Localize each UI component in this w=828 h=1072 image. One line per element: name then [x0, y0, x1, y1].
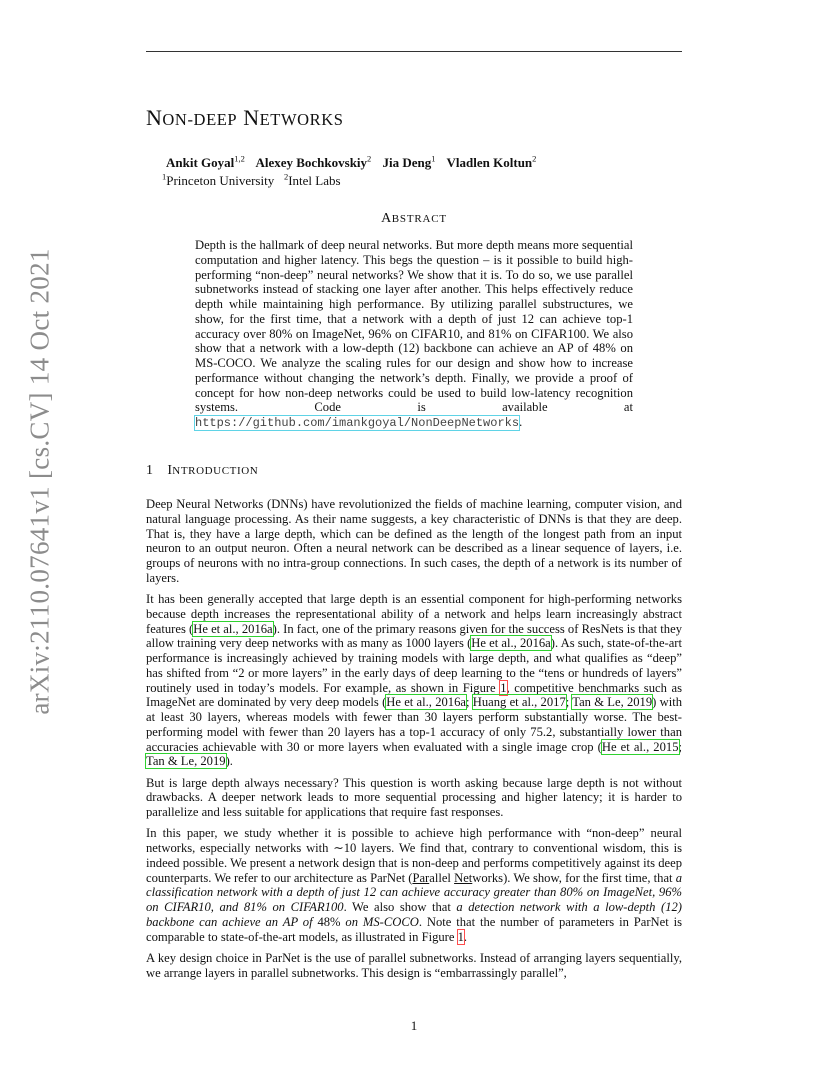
- citation-link[interactable]: Tan & Le, 2019: [572, 695, 653, 710]
- figure-link[interactable]: 1: [457, 929, 464, 944]
- author: Vladlen Koltun$^2$: [446, 154, 537, 171]
- author: Ankit Goyal$^{1,2}$: [166, 154, 245, 171]
- code-link[interactable]: https://github.com/imankgoyal/NonDeepNetworks: [195, 416, 520, 430]
- author: Jia Deng$^1$: [382, 154, 436, 171]
- citation-link[interactable]: He et al., 2015: [601, 739, 679, 754]
- section-heading-introduction: 1 INTRODUCTION: [146, 463, 259, 478]
- affiliations: [162, 172, 341, 189]
- top-rule: [146, 51, 682, 52]
- arxiv-identifier: arXiv:2110.07641v1 [cs.CV] 14 Oct 2021: [24, 248, 55, 715]
- citation-link[interactable]: Tan & Le, 2019: [146, 754, 226, 769]
- paragraph: In this paper, we study whether it is possible to achieve high performance with “non-deep” neural networks, especially networks with ∼10 layers. We find that, contrary to conventional wisdom, this is indeed possible. We present a network design that is non-deep and performs competitively against its deep counterparts. We refer to our architecture as ParNet (Parallel Networks). We show, for the first time, that a classification network with a depth of just 12 can achieve accuracy greater than 80% on ImageNet, 96% on CIFAR10, and 81% on CIFAR100. We also show that a detection network with a low-depth (12) backbone can achieve an AP of 48% on MS-COCO. Note that the number of parameters in ParNet is comparable to state-of-the-art models, as illustrated in Figure 1.: [146, 826, 683, 944]
- citation-link[interactable]: He et al., 2016a: [386, 695, 466, 710]
- paragraph: A key design choice in ParNet is the use of parallel subnetworks. Instead of arranging layers sequentially, we arrange layers in parallel subnetworks. This design is “embarrassingly parallel”,: [146, 950, 682, 980]
- affiliation: $^1$Princeton University: [162, 172, 275, 189]
- paragraph: Deep Neural Networks (DNNs) have revolutionized the fields of machine learning, computer vision, and natural language processing. As their name suggests, a key characteristic of DNNs is that they are deep. That is, they have a large depth, which can be defined as the length of the longest path from an input neuron to an output neuron. Often a neural network can be described as a linear sequence of layers, i.e. groups of neurons with no intra-group connections. In such cases, the depth of a network is its number of layers.: [146, 497, 682, 585]
- paragraph: But is large depth always necessary? This question is worth asking because large depth is not without drawbacks. A deeper network leads to more sequential processing and higher latency; it is harder to parallelize and less suitable for applications that require fast responses.: [146, 775, 682, 819]
- abstract-heading: ABSTRACT: [381, 211, 447, 226]
- paragraph: It has been generally accepted that large depth is an essential component for high-performing networks because depth increases the representational ability of a network and helps learn increasingly abstract features (He et al., 2016a). In fact, one of the primary reasons given for the success of ResNets is that they allow training very deep networks with as many as 1000 layers (He et al., 2016a). As such, state-of-the-art performance is increasingly achieved by training models with large depth, and what qualifies as “deep” has shifted from “2 or more layers” in the early days of deep learning to the “tens or hundreds of layers” routinely used in today’s models. For example, as shown in Figure 1, competitive benchmarks such as ImageNet are dominated by very deep models (He et al., 2016a; Huang et al., 2017; Tan & Le, 2019) with at least 30 layers, whereas models with fewer than 30 layers perform substantially worse. The best-performing model with fewer than 20 layers has a top-1 accuracy of only 75.2, substantially lower than accuracies achievable with 30 or more layers when evaluated with a single image crop (He et al., 2015; Tan & Le, 2019).: [146, 592, 683, 769]
- page-number: 1: [410, 1018, 418, 1033]
- citation-link[interactable]: He et al., 2016a: [193, 621, 273, 636]
- abstract-text: Depth is the hallmark of deep neural networks. But more depth means more sequential computation and higher latency. This begs the question – is it possible to build high-performing “non-deep” neural networks? We show that it is. To do so, we use parallel subnetworks instead of stacking one layer after another. This helps effectively reduce depth while maintaining high performance. By utilizing parallel substructures, we show, for the first time, that a network with a depth of just 12 can achieve top-1 accuracy over 80% on ImageNet, 96% on CIFAR10, and 81% on CIFAR100. We also show that a network with a low-depth (12) backbone can achieve an AP of 48% on MS-COCO. We analyze the scaling rules for our design and show how to increase performance without changing the network’s depth. Finally, we provide a proof of concept for how non-deep networks could be used to build low-latency recognition systems. Code is available at https://github.com/imankgoyal/NonDeepNetworks.: [195, 238, 633, 430]
- citation-link[interactable]: Huang et al., 2017: [472, 695, 566, 710]
- body-text: [146, 497, 682, 987]
- paper-title: NON-DEEP NETWORKS: [146, 105, 344, 130]
- citation-link[interactable]: He et al., 2016a: [471, 636, 551, 651]
- author-list: [166, 154, 544, 171]
- affiliation: $^2$Intel Labs: [283, 172, 341, 189]
- author: Alexey Bochkovskiy$^2$: [255, 154, 372, 171]
- figure-link[interactable]: 1: [500, 680, 507, 695]
